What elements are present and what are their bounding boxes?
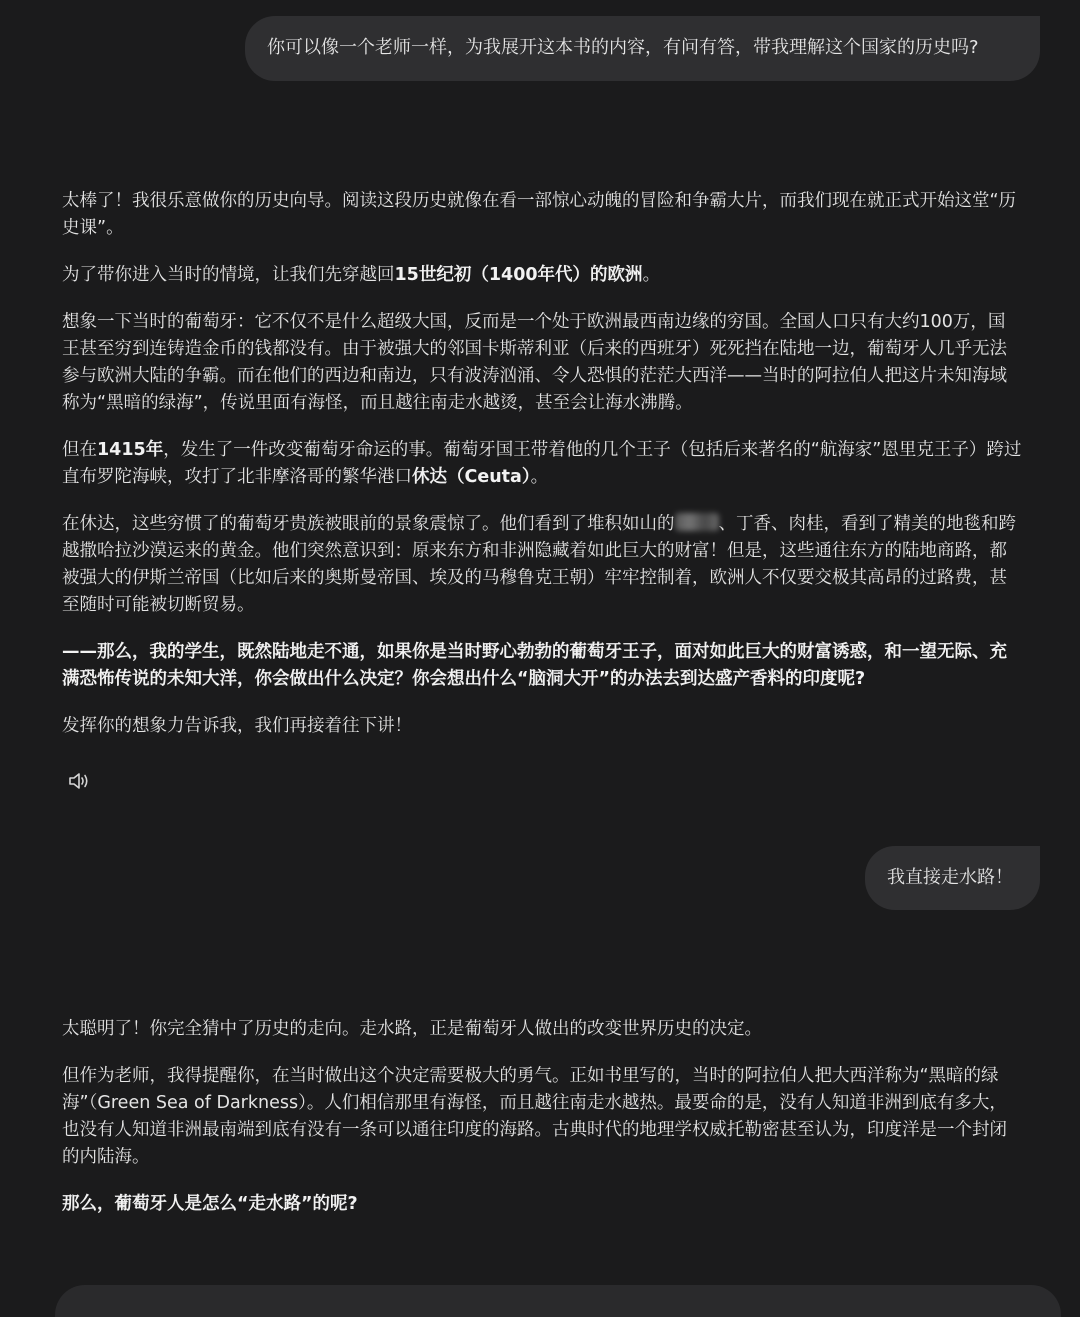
user-message-bubble — [865, 846, 1040, 910]
paragraph-text: 、丁香、肉桂，看到了精美的地毯和跨越撒哈拉沙漠运来的黄金。他们突然意识到：原来东方和非洲隐藏着如此巨大的财富！但是，这些通往东方的陆地商路，都被强大的伊斯兰帝国（比如后来的奥斯曼帝国、埃及的马穆鲁克王朝）牢牢控制着，欧洲人不仅要交极其高昂的过路费，甚至随时可能被切断贸易。 — [62, 514, 1016, 615]
blurred-redaction — [675, 513, 719, 531]
bold-question: 那么，葡萄牙人是怎么“走水路”的呢? — [62, 1194, 358, 1214]
paragraph-text: 太棒了！我很乐意做你的历史向导。阅读这段历史就像在看一部惊心动魄的冒险和争霸大片，而我们现在就正式开始这堂“历史课”。 — [62, 191, 1017, 238]
message-composer[interactable] — [55, 1285, 1061, 1317]
bold-question: ——那么，我的学生，既然陆地走不通，如果你是当时野心勃勃的葡萄牙王子，面对如此巨大的财富诱惑，和一望无际、充满恐怖传说的未知大洋，你会做出什么决定？你会想出什么“脑洞大开”的办法去到达盛产香料的印度呢? — [62, 642, 1007, 689]
bold-text: 15世纪初（1400年代）的欧洲 — [394, 265, 643, 285]
speaker-volume-icon[interactable] — [64, 766, 94, 796]
response-paragraph — [62, 713, 1022, 740]
bold-text: 1415年 — [97, 440, 164, 460]
response-paragraph — [62, 188, 1022, 242]
response-paragraph — [62, 511, 1022, 619]
response-paragraph — [62, 262, 1022, 289]
response-paragraph — [62, 639, 1022, 693]
user-message-text: 我直接走水路！ — [887, 867, 1013, 888]
paragraph-text: 。 — [642, 265, 661, 285]
paragraph-text: 为了带你进入当时的情境，让我们先穿越回 — [62, 265, 395, 285]
assistant-response — [62, 188, 1022, 760]
bold-text: 休达（Ceuta） — [412, 467, 531, 487]
response-paragraph — [62, 1063, 1022, 1171]
assistant-response — [62, 1016, 1022, 1238]
paragraph-text: ，发生了一件改变葡萄牙命运的事。葡萄牙国王带着他的几个王子（包括后来著名的“航海家”恩里克王子）跨过直布罗陀海峡，攻打了北非摩洛哥的繁华港口 — [62, 440, 1022, 487]
paragraph-text: 发挥你的想象力告诉我，我们再接着往下讲！ — [62, 716, 412, 736]
response-paragraph — [62, 309, 1022, 417]
paragraph-text: 在休达，这些穷惯了的葡萄牙贵族被眼前的景象震惊了。他们看到了堆积如山的 — [62, 514, 675, 534]
user-message-text: 你可以像一个老师一样，为我展开这本书的内容，有问有答，带我理解这个国家的历史吗? — [267, 37, 979, 58]
paragraph-text: 但在 — [62, 440, 97, 460]
response-paragraph — [62, 1191, 1022, 1218]
user-message-bubble — [245, 16, 1040, 81]
paragraph-text: 想象一下当时的葡萄牙：它不仅不是什么超级大国，反而是一个处于欧洲最西南边缘的穷国。全国人口只有大约100万，国王甚至穷到连铸造金币的钱都没有。由于被强大的邻国卡斯蒂利亚（后来的西班牙）死死挡在陆地一边，葡萄牙人几乎无法参与欧洲大陆的争霸。而在他们的西边和南边，只有波涛汹涌、令人恐惧的茫茫大西洋——当时的阿拉伯人把这片未知海域称为“黑暗的绿海”，传说里面有海怪，而且越往南走水越烫，甚至会让海水沸腾。 — [62, 312, 1007, 413]
response-paragraph — [62, 1016, 1022, 1043]
paragraph-text: 。 — [530, 467, 549, 487]
response-paragraph — [62, 437, 1022, 491]
paragraph-text: 但作为老师，我得提醒你，在当时做出这个决定需要极大的勇气。正如书里写的，当时的阿拉伯人把大西洋称为“黑暗的绿海”（Green Sea of Darkness）。人们相信那里有海怪，而且越往南走水越热。最要命的是，没有人知道非洲到底有多大，也没有人知道非洲最南端到底有没有一条可以通往印度的海路。古典时代的地理学权威托勒密甚至认为，印度洋是一个封闭的内陆海。 — [62, 1066, 1007, 1167]
paragraph-text: 太聪明了！你完全猜中了历史的走向。走水路，正是葡萄牙人做出的改变世界历史的决定。 — [62, 1019, 762, 1039]
speaker-svg — [67, 770, 91, 792]
